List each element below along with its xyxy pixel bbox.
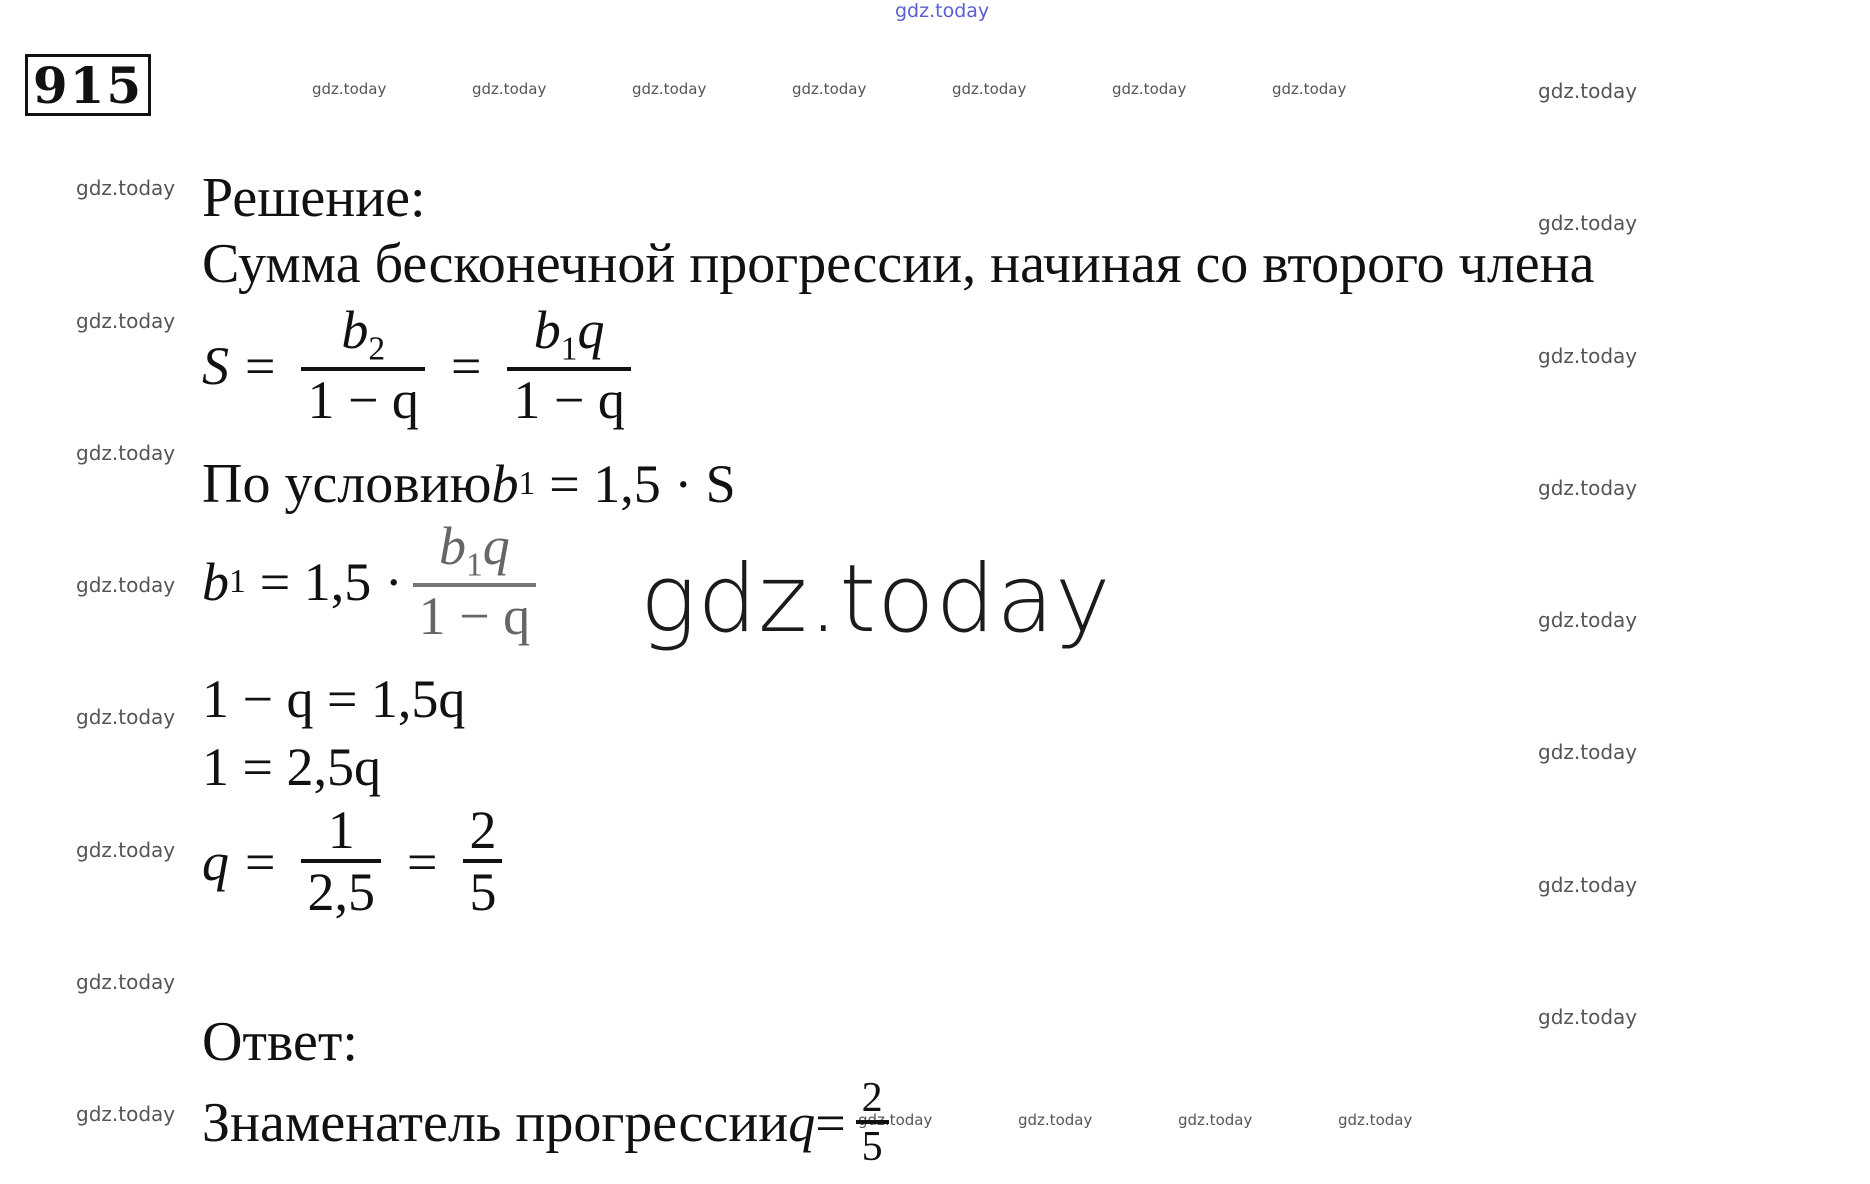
watermark: gdz.today <box>952 80 1027 98</box>
watermark: gdz.today <box>312 80 387 98</box>
equation-q: q = $\frac{1}{2,5}$ = $\frac{2}{5}$ <box>202 802 512 922</box>
condition-var: b <box>491 454 519 514</box>
frac-num: b <box>439 516 467 576</box>
equation-text: 1 = 2,5q <box>202 737 381 797</box>
frac-num: b <box>341 300 369 360</box>
frac-den: 2,5 <box>301 859 381 922</box>
frac-den: 5 <box>463 859 502 922</box>
eq2-lhs: b <box>202 552 229 613</box>
condition-text: По условию <box>202 453 492 515</box>
frac-den: 1 − q <box>507 367 630 430</box>
watermark: gdz.today <box>1538 79 1638 103</box>
answer-line <box>202 1076 899 1170</box>
fraction-2-over-5 <box>463 802 502 922</box>
problem-statement: Сумма бесконечной прогрессии, начиная со второго члена <box>202 233 1595 295</box>
watermark: gdz.today <box>1178 1111 1253 1129</box>
watermark: gdz.today <box>1538 740 1638 764</box>
answer-fraction <box>856 1076 889 1170</box>
equation-step1 <box>202 668 465 730</box>
watermark: gdz.today <box>1538 608 1638 632</box>
fraction-1-over-2-5 <box>301 802 381 922</box>
sum-var: S <box>202 336 229 397</box>
watermark: gdz.today <box>1018 1111 1093 1129</box>
solution-heading: Решение: <box>202 167 426 229</box>
frac-den: 5 <box>856 1120 889 1170</box>
frac-num: 2 <box>469 800 497 860</box>
watermark: gdz.today <box>76 309 176 333</box>
frac-num-tail: q <box>482 516 510 576</box>
watermark: gdz.today <box>76 838 176 862</box>
equation-b1 <box>202 518 546 646</box>
equation-text: 1 − q = 1,5q <box>202 669 466 729</box>
watermark: gdz.today <box>76 970 176 994</box>
equation-step2 <box>202 736 381 798</box>
frac-den: 1 − q <box>413 583 536 646</box>
fraction-b1q-faded <box>413 518 536 646</box>
watermark: gdz.today <box>1538 344 1638 368</box>
condition-line <box>202 452 736 516</box>
watermark: gdz.today <box>1338 1111 1413 1129</box>
watermark: gdz.today <box>76 705 176 729</box>
watermark: gdz.today <box>1538 476 1638 500</box>
watermark-top: gdz.today <box>895 0 990 22</box>
answer-heading: Ответ: <box>202 1011 358 1073</box>
watermark: gdz.today <box>858 1111 933 1129</box>
watermark: gdz.today <box>76 1102 176 1126</box>
frac-num-tail: q <box>577 300 605 360</box>
frac-den: 1 − q <box>301 367 424 430</box>
fraction-b1q <box>507 302 630 430</box>
watermark: gdz.today <box>1112 80 1187 98</box>
condition-rhs: = 1,5 · S <box>549 454 736 514</box>
answer-text: Знаменатель прогрессии <box>202 1092 789 1155</box>
frac-num-sub: 2 <box>368 330 386 368</box>
equation-sum-formula: S = $\frac{b_2}{1 - q}$ = $\frac{b_1q}{1 - q}$ <box>202 302 641 430</box>
q-var: q <box>202 832 229 893</box>
watermark: gdz.today <box>1538 873 1638 897</box>
condition-var-sub: 1 <box>518 465 536 502</box>
watermark: gdz.today <box>632 80 707 98</box>
problem-number: 915 <box>25 54 151 116</box>
frac-num: 2 <box>861 1075 883 1121</box>
eq2-lhs-sub: 1 <box>229 563 246 601</box>
watermark: gdz.today <box>1272 80 1347 98</box>
eq2-mid: = 1,5 · <box>259 552 403 613</box>
answer-eq: = <box>815 1093 846 1154</box>
watermark: gdz.today <box>792 80 867 98</box>
fraction-b2 <box>301 302 424 430</box>
answer-var: q <box>788 1093 816 1154</box>
watermark-large: gdz.today <box>640 545 1112 654</box>
watermark: gdz.today <box>1538 211 1638 235</box>
frac-num-sub: 1 <box>466 546 483 584</box>
watermark: gdz.today <box>76 176 176 200</box>
frac-num: b <box>533 300 561 360</box>
watermark: gdz.today <box>76 441 176 465</box>
watermark: gdz.today <box>76 573 176 597</box>
watermark: gdz.today <box>1538 1005 1638 1029</box>
frac-num: 1 <box>327 800 355 860</box>
frac-num-sub: 1 <box>560 330 578 368</box>
watermark: gdz.today <box>472 80 547 98</box>
